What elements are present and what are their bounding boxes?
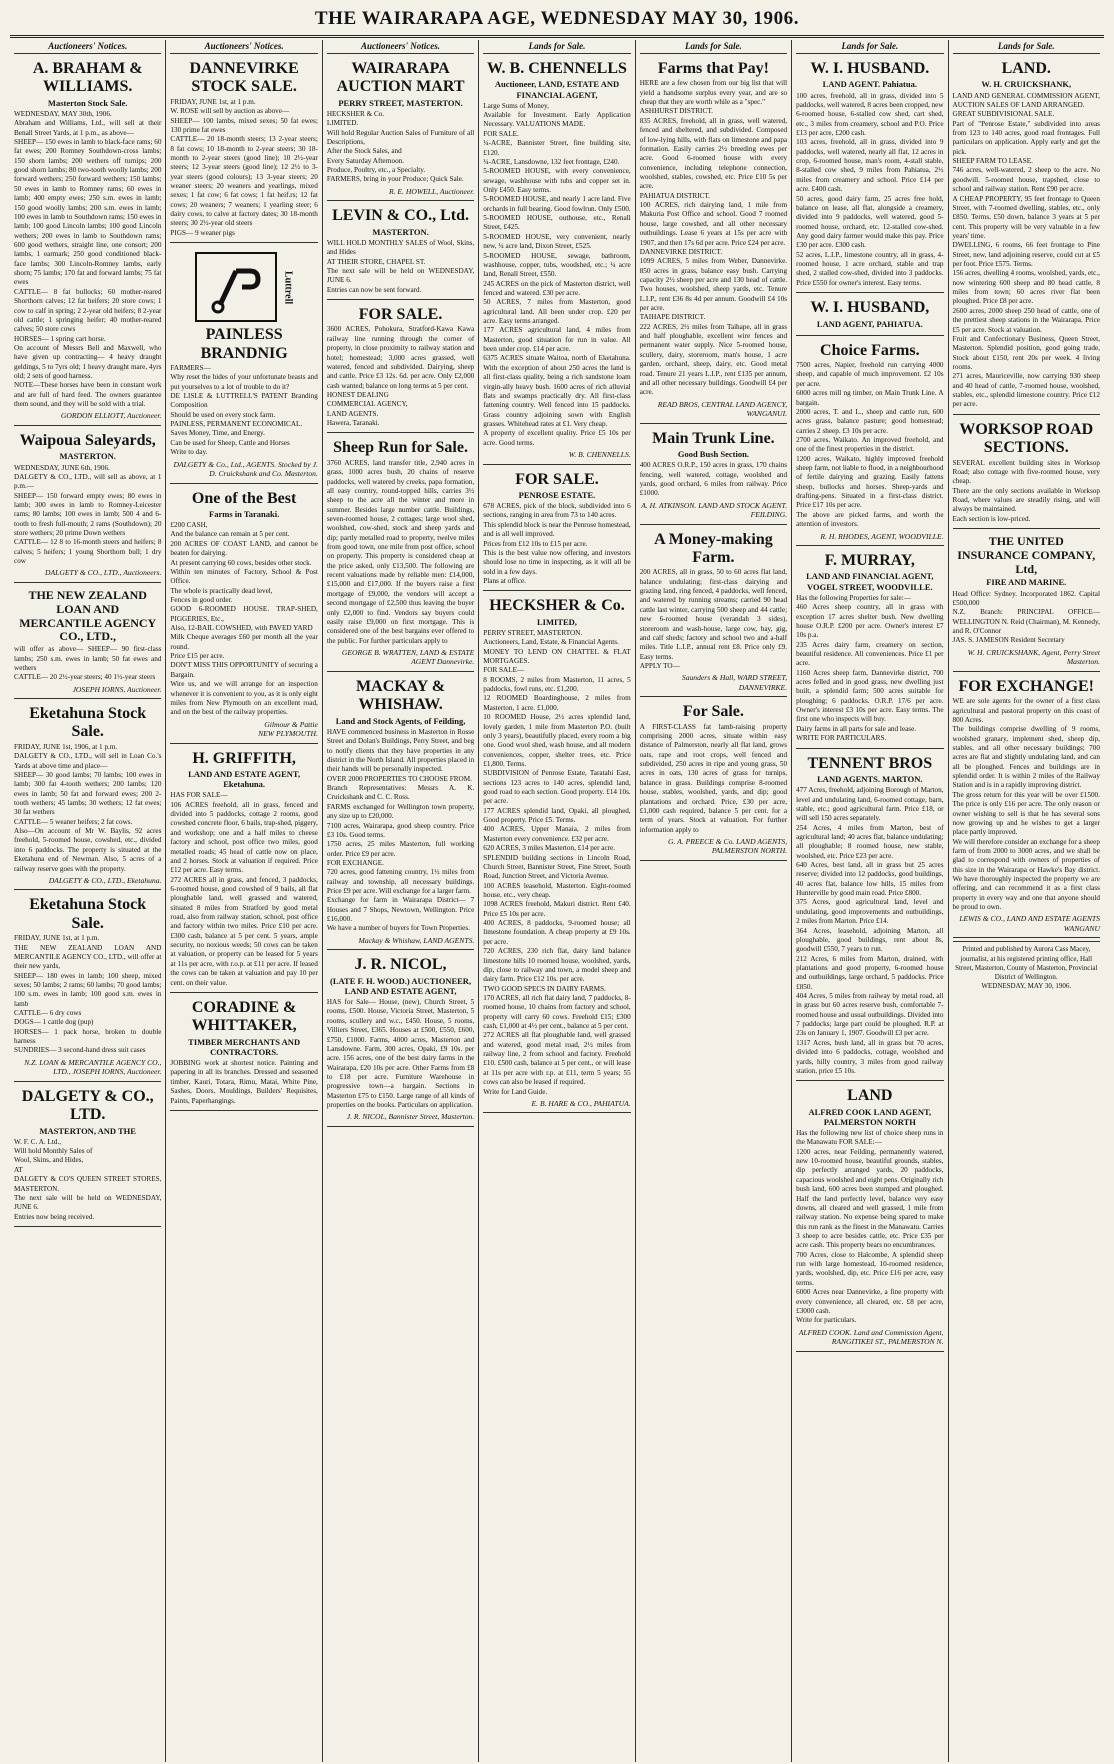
- branding-iron-graphic: [206, 259, 266, 315]
- ad-heading: LEVIN & CO., Ltd.: [332, 207, 469, 225]
- ad-subheading: Auctioneer, LAND, ESTATE AND FINANCIAL AGENT,: [494, 79, 620, 100]
- advertisement-block: [640, 57, 787, 424]
- advertisement-block: [640, 427, 787, 525]
- ad-body-text: HERE are a few chosen from our big list that will yield a handsome surplus every year, and are so cheap that they are worth while as a "spec." ASHHURST DISTRICT. 835 ACRES, freehold, all in grass, well watered, fenced and sheltered, and subdivided. Composed of low-lying hills, with flats on limestone and papa formation. Easily carries 2½ breeding ewes per acre. Good 6-roomed house with every convenience, including telephone connection, woolshed, stables, cowshed, etc. Price £10 5s per acre. PAHIATUA DISTRICT. 100 ACRES, rich dairying land, 1 mile from Makuria Post Office and school. Good 7 roomed house, large cowshed, and all other necessary outbuildings. Lease 6 years at 15s per acre with 1907, and then 17s 6d per acre. Price £24 per acre. DANNEVIRKE DISTRICT. 1099 ACRES, 5 miles from Weber, Dannevirke. 850 acres in grass, balance easy bush. Carrying capacity 2½ sheep per acre and 130 head of cattle. Two houses, woolshed, sheep yards, etc. Tenure L.I.P., rent £36 8s 4d per annum. Goodwill £4 10s per acre. TAIHAPE DISTRICT. 222 ACRES, 2½ miles from Taihape, all in grass and half ploughable, excellent wire fences and permanent water supply. Nice 5-roomed house, scullery, dairy, storeroom, man's house, 1 acre garden, orchard, sheep, dairy, etc. Good metal road. Tenure 21 years L.I.P., rent £135 per annum, and all other necessary buildings. Goodwill £4 per acre.: [639, 79, 788, 397]
- ad-signature: READ BROS, CENTRAL LAND AGENCY, WANGANUI.: [657, 399, 788, 419]
- advertisement-block: [170, 747, 317, 993]
- ad-subheading: LAND AND FINANCIAL AGENT, VOGEL STREET, WOODVILLE.: [806, 571, 934, 592]
- column-1: [10, 40, 166, 1762]
- ad-heading: WORKSOP ROAD SECTIONS.: [959, 420, 1094, 457]
- ad-body-text: 3600 ACRES, Pohokura, Stratford-Kawa Kawa railway line running through the corner of property, in close proximity to railway station and hotel; homestead; 3,000 acres grassed, well watered, fenced and subdivided. Dairying, sheep and cattle. Price £3 12s. 6d. per acre. Only £2,000 cash wanted; balance on long terms at 5 per cent. HONEST DEALING COMMERCIAL AGENCY, LAND AGENTS. Hawera, Taranaki.: [326, 325, 475, 428]
- ad-subheading: LAND AGENT. Pahiatua.: [822, 79, 917, 90]
- ad-body-text: Has the following Properties for sale:— 460 Acres sheep country, all in grass with exception 17 acres shelter bush. New dwelling house O.R.P. £200 per acre. Owner's interest £7 10s p.a. 235 Acres dairy farm, creamery on section, beautiful residence. All conveniences. Price £1 per acre. 1160 Acres sheep farm, Dannevirke district, 700 acres felled and in good grass, new dwelling just built, a splendid farm; 500 acres suitable for ploughing; 6 paddocks. O.R.P. 17/6 per acre. Owner's interest £3 10s per acre. Easy terms. The first one who inspects will buy. Dairy farms in all parts for sale and lease. WRITE FOR PARTICULARS.: [796, 593, 944, 743]
- ad-signature: DALGETY & CO., LTD., Eketahuna.: [48, 875, 162, 885]
- ad-body-text: 3760 ACRES, land transfer title, 2,940 acres in grass, 1000 acres bush, 20 chains of reserve paddocks, well watered by creeks, papa formation, all easy country, round-topped hills, carries 3½ sheep to the acre all the winter and more in summer. Besides large number cattle. Buildings, seven-roomed house, 2 cottages; large wool shed, woolshed, cow-shed, stock and sheep yards and dip; partly metalled road to property, twelve miles from good town, one mile from post office, school on property. This property is considered cheap at the price asked, only £13,500. The following are recent valuations made by reliable men: £14,000, £15,000 and £17,000. If the buyers raise a first mortgage of £9,000, the vendors will accept a second mortgage of £2,500 thus leaving the buyer only £2,000 to find. Vendors say buyers could easily raise £9,000 on first mortgage. This is considered one of the best bargains ever offered to the public. For further particulars apply to: [326, 458, 475, 645]
- ad-subheading: PERRY STREET, MASTERTON.: [338, 97, 463, 108]
- ad-signature: N.Z. LOAN & MERCANTILE AGENCY CO., LTD., JOSEPH IORNS, Auctioneer.: [24, 1057, 162, 1077]
- advertisement-block: [796, 752, 943, 1082]
- advertisement-block: [796, 296, 943, 336]
- ad-subheading: LIMITED,: [537, 616, 577, 627]
- advertisement-block: [327, 675, 474, 950]
- ad-body-text: SEVERAL excellent building sites in Worksop Road; also cottage with five-roomed house, very cheap. There are the only sections available in Worksop Road, where values are steadily rising, and will always be maintained. Each section is low-priced.: [952, 458, 1100, 523]
- ad-body-text: FRIDAY, JUNE 1st, at 1 p.m. W. ROSE will sell by auction as above— SHEEP— 100 lambs, mixed sexes; 50 fat ewes; 130 prime fat ewes CATTLE— 20 18-month steers; 13 2-year steers; 8 fat cows; 10 18-month to 2-year steers; 30 18-month to 2-year steers (good line); 10 2½-year steers; 12 3-year steers (good line); 12 2½ to 3-year steers (good colours); 13 3-year steers; 20 weaner steers; 20 weaners and yearlings, mixed sexes; 1 fat cow; 6 fat cows; 1 fat heif.rs; 12 fat cows; 20 weaners; 7 weaners; 1 yearling steer; 6 dairy cows, to calve at factory dates; 30 18-month steers; 30 2½-year old steers PIGS— 9 weaner pigs: [170, 97, 318, 237]
- advertisement-block: [170, 996, 317, 1111]
- ad-heading: Main Trunk Line.: [652, 429, 775, 447]
- ad-heading: A. BRAHAM & WILLIAMS.: [32, 60, 143, 96]
- ad-heading: Choice Farms.: [820, 341, 920, 359]
- ad-body-text: HAS FOR SALE— 106 ACRES freehold, all in grass, fenced and divided into 5 paddocks, cottage 2 rooms, good cowshed concrete floor, 6 bails, trap-shed, piggery, and workshop; one and a half miles to cheese factory and school, post office two miles, good metalled roads; 45 head of cattle now on place, and 2 horses. Stock at valuation if required. Price £12 per acre. Easy terms. 272 ACRES all in grass, and fenced, 3 paddocks, 6-roomed house, good cowshed of 9 bails, all flat ploughable land, well grassed and watered, situated 8 miles from Stratford by good metal road, also from railway station, school, post office and factory within two miles. Price £10 per acre. £300 cash, balance at 5 per cent. 5 years, ample security, no noxious weeds; 50 cows can be taken at valuation, or property can be leased for 5 years at 11s per acre, with r.o.p. at £11 per acre. If leased the cows can be taken at valuation and pay 10 per cent. on their value.: [170, 791, 318, 987]
- ad-subheading: Land and Stock Agents, of Feilding,: [335, 715, 466, 726]
- ad-subheading: ALFRED COOK LAND AGENT, PALMERSTON NORTH: [808, 1106, 932, 1127]
- advertisement-block: [327, 57, 474, 201]
- ad-subheading: PENROSE ESTATE.: [518, 489, 596, 500]
- ad-body-text: WILL HOLD MONTHLY SALES of Wool, Skins, and Hides AT THEIR STORE, CHAPEL ST. The next sale will be held on WEDNESDAY, JUNE 6. Entries can now be sent forward.: [326, 238, 475, 294]
- ad-signature: Mackay & Whishaw, LAND AGENTS.: [358, 935, 475, 945]
- ad-heading: THE UNITED INSURANCE COMPANY, Ltd,: [957, 534, 1096, 576]
- ad-heading: FOR EXCHANGE!: [958, 677, 1095, 695]
- ad-body-text: LAND AND GENERAL COMMISSION AGENT, AUCTION SALES OF LAND ARRANGED. GREAT SUBDIVISIONAL SALE. Part of "Penrose Estate," subdivided into areas from 123 to 140 acres, good road frontages. Full particulars on application. Apply early and get the pick. SHEEP FARM TO LEASE. 746 acres, well-watered, 2 sheep to the acre. No goodwill. 5-roomed house, trapshed, close to school and railway station. Rent £90 per acre. A CHEAP PROPERTY, 95 feet frontage to Queen Street, with 7-roomed dwelling, stables, etc., only £850. Terms, £50 down, balance 3 years at 5 per cent. This property will be very valuable in a few years' time. DWELLING, 6 rooms, 66 feet frontage to Pine Street, new, land adjoining reserve, could cut at £5 per foot. Price £575. Terms. 156 acres, dwelling 4 rooms, woolshed, yards, etc., now wintering 600 sheep and 80 head cattle, 8 miles from town; 60 acres river flat been ploughed. Price £8 per acre. 2600 acres, 2000 sheep 250 head of cattle, one of the prettiest sheep stations in the Wairarapa. Price £5 per acre. Stock at valuation. Fruit and Confectionary Business, Queen Street, Masterton. Splendid position, good going trade, Stock about £150, rent 20s per week. 4 living rooms. 271 acres, Mauriceville, now carrying 930 sheep and 40 head of cattle, 7-roomed house, woolshed, stables, etc., splendid limestone country. Price £12 per acre.: [952, 91, 1100, 409]
- ad-signature: G. A. PREECE & Co. LAND AGENTS, PALMERSTON NORTH.: [667, 836, 788, 856]
- ad-heading: W. I. HUSBAND,: [810, 299, 930, 317]
- ad-subheading: LAND AGENT, PAHIATUA.: [816, 318, 923, 329]
- ad-heading: W. B. CHENNELLS: [487, 60, 627, 77]
- ad-heading: Farms that Pay!: [657, 60, 769, 77]
- advertisement-block: [953, 418, 1100, 529]
- ad-heading: One of the Best: [191, 489, 297, 507]
- ad-subheading: MASTERTON.: [372, 226, 429, 237]
- ad-heading: FOR SALE.: [515, 470, 599, 488]
- advertisement-block: [953, 675, 1100, 939]
- ad-subheading: LAND AGENTS. MARTON.: [817, 773, 923, 784]
- ad-body-text: A FIRST-CLASS fat lamb-raising property comprising 2000 acres, situate within easy distance of Palmerston, nearly all flat land, grows oats, rape and root crops, well fenced and subdivided, 250 acres in ripe and young grass, 50 acres in oats, 130 acres of grass for turnips, balance in grass. Buildings comprise 8-roomed house, stables, woolshed, yards, and dip; good plantations and orchard. Price, £30 per acre, £1,000 cash required, balance 5 per cent. for a term of years. Stock at valuation. For further information apply to: [639, 722, 788, 834]
- printer-imprint: Printed and published by Aurora Cass Macey, journalist, at his registered printing office, Hall Street, Masterton, County of Masterton, Provincial District of Wellington. WEDNESDAY, MAY 30, 1906.: [953, 941, 1100, 990]
- ad-signature: A. H. ATKINSON. LAND AND STOCK AGENT. FEILDING.: [641, 500, 788, 520]
- ad-body-text: 400 ACRES O.R.P., 150 acres in grass, 170 chains fencing, well watered, cottage, woolshed and yards, good orchard, 6 miles from railway. Price £1000.: [639, 461, 788, 498]
- ad-signature: DALGETY & Co., Ltd., AGENTS. Stocked by J. D. Cruickshank and Co. Masterton.: [173, 459, 318, 479]
- advertisement-block: [170, 57, 317, 243]
- ad-heading: CORADINE & WHITTAKER,: [191, 998, 297, 1035]
- column-2: [166, 40, 322, 1762]
- ad-body-text: Large Sums of Money, Available for Investment. Early Application Necessary. VALUATIONS MADE. FOR SALE. ¼-ACRE, Bannister Street, fine building site, £120. ¼-ACRE, Lansdowne, 132 feet frontage, £240. 5-ROOMED HOUSE, with every convenience, sewage, washhouse with tubs and copper set in. Only £450. Easy terms. 5-ROOMED HOUSE, and nearly 1 acre land. Five orchards in full bearing. Good fowlrun. Only £500. 5-ROOMED HOUSE, outhouse, etc., Renall Street, £425. 5-ROOMED HOUSE, very convenient, nearly new, ¼ acre land, Dixon Street, £525. 5-ROOMED HOUSE, sewage, bathroom, washhouse, copper, tubs, woodshed, etc.; ¼ acre land, Renall Street, £550. 245 ACRES on the pick of Masterton district, well fenced and watered. £30 per acre. 50 ACRES, 7 miles from Masterton, good agricultural land. All been under crop. £20 per acre. Easy terms arranged. 177 ACRES agricultural land, 4 miles from Masterton, good situation for run in value. All been under crop. £14 per acre. 6375 ACRES situate Waitoa, north of Eketahuna. With the exception of about 250 acres the land is all first-class quality, being a rich sandstone loam virgin-ally heavy bush. 1600 acres of rich alluvial flats and swamps practically dry. All first-class fattening country. Well fenced into 15 paddocks. Grass country adjoining sown with English grasses. Whitehead rates at £1. Very cheap. A property of excellent quality. Price £5 10s per acre. Good terms.: [483, 101, 631, 447]
- ad-signature: LEWIS & CO., LAND AND ESTATE AGENTS WANGANU: [959, 914, 1100, 933]
- advertisement-block: [796, 549, 943, 749]
- ad-heading: F. MURRAY,: [824, 552, 915, 570]
- ad-subheading: LAND AND ESTATE AGENT, Eketahuna.: [188, 769, 301, 790]
- ad-heading: WAIRARAPA AUCTION MART: [336, 60, 465, 96]
- ad-body-text: FRIDAY, JUNE 1st, at 1 p.m. THE NEW ZEALAND LOAN AND MERCANTILE AGENCY CO., LTD., will offer at their new yards, SHEEP— 180 ewes in lamb; 100 sheep, mixed sexes; 50 lambs; 2 rams; 60 lambs; 70 good lambs; 100 s.m. ewes in lamb; 100 good s.m. ewes in lamb CATTLE— 6 dry cows DOGS— 1 cattle dog (pup) HORSES— 1 pack horse, broken to double harness SUNDRIES— 3 second-hand dress suit cases: [14, 934, 162, 1055]
- ad-heading: THE NEW ZEALAND LOAN AND MERCANTILE AGENCY CO., LTD.,: [19, 587, 157, 644]
- ad-signature: DALGETY & CO., LTD., Auctioneers.: [45, 568, 162, 578]
- ad-heading: Eketahuna Stock Sale.: [29, 705, 147, 741]
- ad-subheading: Masterton Stock Sale.: [47, 97, 128, 108]
- column-header: Lands for Sale.: [483, 40, 630, 54]
- advertisement-block: [327, 303, 474, 433]
- ad-body-text: HAS for Sale— House, (new), Church Street, 5 rooms, £500. House, Victoria Street, Masterton, 5 rooms, scullery and w.c., £450. House, 5 rooms, Villiers Street, £365. Houses at £500, £550, £600, £750, £1000. Farms, 4000 acres, Masterton and Lansdowne. Farm, 300 acres, Opaki, £9 10s. per acre. 156 acres, one of the best dairy farms in the Wairarapa, £20 10s per acre. Other Farms from £8 to £18 per acre. Furniture Warehouse in progressive town—a bargain. Sections in Masterton £75 to £150. Large range of all kinds of properties on the books. Particulars on application.: [326, 998, 475, 1110]
- ad-heading: HECKSHER & Co.: [489, 597, 625, 615]
- advertisement-block: [14, 702, 161, 890]
- advertisement-block: [796, 57, 943, 293]
- ad-heading: Waipoua Saleyards,: [19, 431, 156, 449]
- column-header: Auctioneers' Notices.: [14, 40, 161, 54]
- ad-signature: JOSEPH IORNS, Auctioneer.: [72, 684, 162, 694]
- branding-iron-icon: [195, 252, 277, 322]
- brand-name-vertical: Luttrell: [282, 270, 294, 304]
- ad-signature: W. B. CHENNELLS.: [568, 450, 631, 460]
- advertisement-block: [14, 1085, 161, 1227]
- ad-heading: For Sale.: [682, 703, 744, 721]
- ad-heading: W. I. HUSBAND.: [810, 60, 930, 77]
- masthead-title: THE WAIRARAPA AGE, WEDNESDAY MAY 30, 1906.: [10, 6, 1104, 38]
- ad-heading: LAND.: [1001, 60, 1051, 77]
- ad-heading: MACKAY & WHISHAW.: [356, 677, 446, 714]
- column-header: Lands for Sale.: [796, 40, 943, 54]
- ad-subheading: FIRE AND MARINE.: [986, 577, 1067, 588]
- column-header: Auctioneers' Notices.: [327, 40, 474, 54]
- columns-container: [10, 40, 1104, 1762]
- column-3: [323, 40, 479, 1762]
- ad-heading: LAND: [847, 1087, 893, 1105]
- advertisement-block: [483, 468, 630, 592]
- advertisement-block: [640, 700, 787, 861]
- ad-signature: GEORGE B. WRATTEN, LAND & ESTATE AGENT Dannevirke.: [341, 647, 475, 667]
- advertisement-block: [14, 586, 161, 699]
- advertisement-block: [796, 1084, 943, 1351]
- ad-subheading: Good Bush Section.: [677, 448, 749, 459]
- ad-signature: Gilmour & Pattie NEW PLYMOUTH.: [258, 719, 318, 739]
- ad-subheading: MASTERTON, AND THE: [39, 1125, 136, 1136]
- ad-heading: Eketahuna Stock Sale.: [29, 896, 147, 932]
- ad-heading: J. R. NICOL,: [354, 956, 447, 974]
- ad-heading: PAINLESS BRANDNIG: [200, 326, 288, 362]
- ad-heading: Sheep Run for Sale.: [333, 439, 468, 457]
- ad-body-text: will offer as above— SHEEP— 90 first-class lambs; 250 s.m. ewes in lamb; 50 fat ewes and wethers CATTLE— 20 2½-year steers; 40 1½-year steers: [14, 645, 162, 682]
- advertisement-block: [14, 893, 161, 1081]
- ad-body-text: £200 CASH, And the balance can remain at 5 per cent. 200 ACRES OF COAST LAND, and cannot be beaten for dairying. At present carrying 60 cows, besides other stock. Within ten minutes of Factory, School & Post Office. The whole is practically dead level, Fences in good order. GOOD 6-ROOMED HOUSE. TRAP-SHED, PIGGERIES, Etc., Also, 12-BAIL COWSHED, with PAVED YARD Milk Cheque averages £60 per month all the year round. Price £15 per acre. DON'T MISS THIS OPPORTUNITY of securing a Bargain. Wire us, and we will arrange for an inspection whenever it is convenient to you, as it is only eight miles from New Plymouth on an excellent road, and on the best of the railway properties.: [170, 521, 318, 717]
- ad-body-text: FRIDAY, JUNE 1st, 1906, at 1 p.m. DALGETY & CO., LTD., will sell in Loan Co.'s Yards at above time and place— SHEEP— 30 good lambs; 70 lambs; 100 ewes in lamb; 300 fat 4-tooth wethers; 200 lambs; 120 ewes in lamb; 50 fat and forward ewes; 200 2-tooth wethers; 45 lambs; 30 wethers; 12 fat ewes; 30 fat wethers CATTLE— 5 weaner heifers; 2 fat cows. Also—On account of Mr W. Baylis, 92 acres freehold, 5-roomed house, cowshed, etc., divided into 6 paddocks. The property is situated at the Eketahuna end of Newman. Also, 5 acres of a railway reserve goes with the property.: [14, 742, 162, 873]
- column-6: [792, 40, 948, 1762]
- advertisement-block: [483, 57, 630, 465]
- branding-iron-illustration: [170, 252, 317, 322]
- advertisement-block: [796, 339, 943, 546]
- ad-body-text: WE are sole agents for the owner of a first class agricultural and pastoral property on this coast of 800 Acres. The buildings comprise dwelling of 9 rooms, woolshed granary, implement shed, sheep dip, stables, and all other necessary buildings; 700 acres are flat and slightly undulating land, and can all be ploughed. Fences and buildings are in splendid order. It is within 2 miles of the Railway Station and is in a rapidly improving district. The gross return for this year will be over £1500. The price is only £16 per acre. The only reason or owner wishing to sell is that he has several sons now growing up and he wishes to get a larger place partly improved. We will therefore consider an exchange for a sheep farm of from 2000 to 3000 acres, and we shall be glad to correspond with owners of properties of this size in the Wairarapa or Hawke's Bay district. We have thoroughly inspected the property we are offering, and can recommend it as a first class property in every way and one that anyone should be proud to own.: [952, 697, 1100, 912]
- ad-body-text: HECKSHER & Co. LIMITED. Will hold Regular Auction Sales of Furniture of all Descriptions, After the Stock Sales, and Every Saturday Afternoon. Produce, Poultry, etc., a Specialty. FARMERS, bring in your Produce; Quick Sale.: [326, 109, 475, 184]
- ad-subheading: (LATE F. H. WOOD.) AUCTIONEER, LAND AND ESTATE AGENT,: [330, 975, 472, 996]
- ad-body-text: WEDNESDAY, MAY 30th, 1906. Abraham and Williams, Ltd., will sell at their Benall Street Yards, at 1 p.m., as above— SHEEP— 150 ewes in lamb to black-face rams; 60 fat ewes; 200 Romney Southdown-cross lambs; 150 shorn lambs; 200 wethers off turnips; 200 good shorn lambs; 80 two-tooth woolly lambs; 200 forward wethers; 250 forward wethers; 150 lambs; 50 ewes in lamb to Romney rams; 60 ewes in lamb; 400 empty ewes; 250 s.m. ewes in lamb; 150 good woolly lambs; 200 s.m. ewes in lamb; 100 ewes in lamb to Southdown rams; 150 ewes in lamb; 100 good Lincoln lambs; 100 good Lincoln wethers; 200 ewes in lamb to Southdown rams; 600 good wethers, straight line, one consort; 200 lambs, 1 earmark; 250 good conditioned black-face lambs; 300 Lincoln-Romney lambs, early shorn; 75 lambs; 170 fat and forward lambs; 75 fat ewes CATTLE— 8 fat bullocks; 60 mother-reared Shorthorn calves; 12 fat heifers; 20 store cows; 1 cow to calf in spring; 2 2-year old heifers; 8 2-year old cattle; 1 springing heifer; 40 mother-reared calves; 50 store cows HORSES— 1 spring cart horse. On account of Messrs Bell and Maxwell, who have given up contracting— 4 heavy draught geldings, 5 to 7yrs old; 1 heavy draught mare, 4yrs old; 2 sets of good harness. NOTE—These horses have been in constant work and are full of hard feed. The owners guarantee them sound, and they will be sold with a trial.: [14, 109, 162, 409]
- ad-signature: ALFRED COOK. Land and Commission Agent, RANGITIKEI ST., PALMERSTON N.: [798, 1327, 944, 1347]
- ad-body-text: W. F. C. A. Ltd., Will hold Monthly Sales of Wool, Skins, and Hides, AT DALGETY & CO'S QUEEN STREET STORES, MASTERTON. The next sale will be held on WEDNESDAY, JUNE 6. Entries now being received.: [14, 1137, 162, 1221]
- advertisement-block: [953, 532, 1100, 672]
- ad-subheading: TIMBER MERCHANTS AND CONTRACTORS.: [188, 1036, 301, 1057]
- advertisement-block: [327, 204, 474, 300]
- ad-signature: R. E. HOWELL, Auctioneer.: [388, 186, 475, 196]
- ad-body-text: 7500 acres, Napier, freehold run carrying 4000 sheep, and capable of much improvement. £2 10s per acre. 6000 acres mill ng timber, on Main Trunk Line. A bargain. 2000 acres, T. and L., sheep and cattle run, 600 acres grass, balance pasture; good homestead; carries 2 sheep. £3 10s per acre. 2700 acres, Waikato. An improved freehold, and one of the finest properties in the district. 1200 acres, Waikato, highly improved freehold sheep farm, not liable to flood, in a neighbourhood of fertile dairying and grazing. Easily fattens sheep, bullocks and horses. Sheep-yards and drafting-pens. Situated in a first-class district. Price £17 10s per acre. The above are picked farms, and worth the attention of investors.: [796, 361, 944, 529]
- advertisement-block: [170, 487, 317, 744]
- advertisement-block: [327, 953, 474, 1127]
- column-5: [636, 40, 792, 1762]
- ad-body-text: PERRY STREET, MASTERTON. Auctioneers, Land, Estate, & Financial Agents. MONEY TO LEND ON CHATTEL & FLAT MORTGAGES. FOR SALE— 8 ROOMS, 2 miles from Masterton, 11 acres, 5 paddocks, fowl runs, etc. £1,200. 12 ROOMED Boardinghouse, 2 miles from Masterton, 1 acre. £1,000. 10 ROOMED House, 2½ acres splendid land, lovely garden, 1 mile from Masterton P.O. (built only 3 years), beautifully placed, every room a big one. Good wool shed, wash house, and all modern conveniences, copper, shelter trees, etc. Price £1,800. Terms. SUBDIVISION of Penrose Estate, Taratahi East, sections 123 acres to 140 acres, splendid land, good road to each section. Good property. £14 10s. per acre. 177 ACRES splendid land, Opaki, all ploughed, Good property. Price £5. Terms. 400 ACRES, Upper Manaia, 2 miles from Masterton every convenience. £32 per acre. 620 ACRES, 3 miles Masterton, £14 per acre. SPLENDID building sections in Lincoln Road, Church Street, Bannister Street, Fine Street, South Road, Junction Street, and Victoria Avenue. 100 ACRES leasehold, Masterton. Eight-roomed house, etc., very cheap. 1098 ACRES freehold, Makuri district. Rent £40. Price £5 10s per acre. 400 ACRES, 8 paddocks, 9-roomed house; all limestone foundation. A cheap property at £9 10s. per acre. 720 ACRES, 230 rich flat, dairy land balance limestone hills 10 roomed house, woolshed, yards, dip, close to railway and town, a model sheep and dairy farm. Price £12 10s. per acre. TWO GOOD SPECS IN DAIRY FARMS. 170 ACRES, all rich flat dairy land, 7 paddocks, 8-roomed house, 10 chains from factory and school, property will carry 60 cows. Freehold £15; £300 cash, £1,000 at 4½ per cent., balance at 5 per cent. 272 ACRES all flat ploughable land, well grassed and watered, good metal road, 2½ miles from railway line, 2 from school and factory. Freehold £10. £500 cash, balance at 5 per cent., or will lease at 11s per acre with r.p. at £11, term 5 years; 55 cows can also be leased if required. Write for Land Guide.: [483, 628, 631, 1096]
- ad-subheading: Farms in Taranaki.: [209, 508, 280, 519]
- advertisement-block: [14, 429, 161, 583]
- ad-signature: Saunders & Hall, WARD STREET, DANNEVIRKE.: [681, 673, 788, 692]
- advertisement-block: [953, 57, 1100, 415]
- ad-signature: J. R. NICOL, Bannister Street, Masterton.: [346, 1112, 475, 1122]
- ad-heading: TENNENT BROS: [807, 754, 933, 772]
- column-header: Auctioneers' Notices.: [170, 40, 317, 54]
- ad-body-text: 200 ACRES, all in grass, 50 to 60 acres flat land, balance undulating; first-class dairying and grazing land, ring fenced, 4 paddocks, well fenced, and watered by running streams; carried 90 head cattle last winter, carrying 500 sheep and 44 cattle; new 6-roomed house (verandah 3 sides), storeroom and wash-house, large cow, bay, gig, and calf sheds; factory and school two and a-half miles. Title L.I.P., annual rent £8. Price only £9. Easy terms. APPLY TO—: [639, 568, 788, 670]
- column-header: Lands for Sale.: [953, 40, 1100, 54]
- ad-heading: DALGETY & CO., LTD.: [21, 1087, 154, 1124]
- ad-heading: DANNEVIRKE STOCK SALE.: [189, 60, 299, 96]
- advertisement-block: [14, 57, 161, 426]
- ad-body-text: HAVE commenced business in Masterton in Rosse Street and Dolan's Buildings, Perry Street, and beg to notify clients that they have properties in any district in the North Island. All properties placed in their hands will be personally inspected. OVER 2000 PROPERTIES TO CHOOSE FROM. Branch Representatives: Messrs A. K. Cruickshank and C. C. Ross. FARMS exchanged for Wellington town property, any size up to £20,000. 7100 acres, Wairarapa, good sheep country. Price £3 10s. Good terms. 1750 acres, 25 miles Masterton, full working order. Price £9 per acre. FOR EXCHANGE. 720 acres, good fattening country, 1½ miles from railway and township, all necessary buildings. Price £9 per acre. Will exchange for a larger farm. Exchange for farm in Wairarapa District— 7 Houses and 7 Shops, Newtown, Wellington. Price £16,000. We have a number of buyers for Town Properties.: [326, 727, 475, 933]
- ad-subheading: MASTERTON.: [59, 451, 116, 462]
- ad-signature: E. B. HARE & CO., PAHIATUA.: [531, 1098, 631, 1108]
- ad-body-text: Head Office: Sydney. Incorporated 1862. Capital £500,000 N.Z. Branch: PRINCIPAL OFFICE—WELLINGTON N. Reid (Chairman), M. Kennedy, and R. O'Connor JAS. S. JAMESON Resident Secretary: [952, 589, 1100, 645]
- ad-signature: GORDON ELLIOTT, Auctioneer.: [60, 411, 162, 421]
- advertisement-block: [483, 594, 630, 1113]
- ad-body-text: Has the following new list of choice sheep runs in the Manawatu FOR SALE:— 1200 acres, near Feilding, permanently watered, new 10-roomed house, beautiful grounds, stables, dip perfectly arranged yards, 20 paddocks, capacious woolshed and eight pens. Originally rich bush land, 600 acres been stumped and ploughed. Half the land perfectly level, balance very easy downs, all cleared and well grassed, 1 mile from railway station. No expense being spared to make this run rank as the finest in the Manawatu. Carries 3 sheep to acre besides cattle, etc. Price £35 per acre cash. This property bears no encumbrances. 700 Acres, close to Halcombe, A splendid sheep run with large homestead, 10-roomed residence, yards, woolshed, dip, etc. Price £16 per acre, easy terms. 6000 Acres near Dannevirke, a fine property with every convenience, all cleared, etc. £8 per acre, £3000 cash. Write for particulars.: [796, 1129, 944, 1325]
- advertisement-block: [327, 436, 474, 672]
- ad-body-text: JOBBING work at shortest notice. Painting and papering in all its branches. Dressed and seasoned timber, Kauri, Totara, Rimu, Matai, White Pine, Sashes, Doors, Mouldings, Builders' Requisites, Paints, Paperhangings.: [170, 1059, 318, 1105]
- ad-body-text: WEDNESDAY, JUNE 6th, 1906. DALGETY & CO., LTD., will sell as above, at 1 p.m.— SHEEP— 150 forward empty ewes; 80 ewes in lamb; 300 ewes in lamb to Romney-Leicester rams; 80 lambs; 100 ewes in lamb; 500 4 and 6-tooth to fresh full-mouth; 2 rams (Southdown); 20 store wethers; 20 prime Down wethers CATTLE— 12 8 to 16-month steers and heifers; 8 calves; 5 heifers; 1 young Shorthorn bull; 1 dry cow: [14, 463, 162, 566]
- ad-heading: FOR SALE.: [358, 306, 443, 324]
- ad-body-text: 477 Acres, freehold, adjoining Borough of Marton, level and undulating land, 6-roomed cottage, barn, stable, etc.; good agricultural farm. Price £18, or will sell 150 acres separately. 254 Acres, 4 miles from Marton, best of agricultural land; 40 acres flat, balance undulating; all ploughable; 8 roomed house, new stable, woolshed, etc. Price £23 per acre. 640 Acres, best land, all in grass but 25 acres reserve; divided into 12 paddocks, good buildings, 40 acres flat, balance low hills, 15 miles from Hunterville by good main road. Price £800. 375 Acres, good agricultural land, level and undulating, good improvements and outbuildings, 2 miles from Marton. Price £14. 364 Acres, leasehold, adjoining Marton, all ploughable, good buildings, rent about 8s, goodwill £550, 7 years to run. 212 Acres, 6 miles from Marton, drained, with plantations and good property, 6-roomed house and outbuildings, large orchard, 5 paddocks. Price £850. 404 Acres, 5 miles from railway by metal road, all in grass but 60 acres reserve bush, comfortable 7-roomed house and usual outbuildings. Divided into 7 paddocks; large part could be ploughed. R.P. at 23s on January 1, 1907. Goodwill £3 per acre. 1317 Acres, bush land, all in grass but 70 acres, divided into 6 paddocks, cottage, woolshed and yards, hilly country, 3 miles from good railway station, price £5 10s.: [796, 786, 944, 1075]
- advertisement-block: [170, 246, 317, 483]
- ad-subheading: W. H. CRUICKSHANK,: [981, 79, 1072, 90]
- column-7: [949, 40, 1104, 1762]
- advertisement-block: [640, 528, 787, 698]
- ad-signature: W. H. CRUICKSHANK, Agent, Perry Street Masterton.: [967, 647, 1100, 667]
- column-header: Lands for Sale.: [640, 40, 787, 54]
- ad-signature: R. H. RHODES, AGENT, WOODVILLE.: [820, 531, 944, 541]
- ad-body-text: 100 acres, freehold, all in grass, divided into 5 paddocks, well watered, 8 acres been cropped, new 6-roomed house, 6-stalled cow shed, cart shed, etc., 3 miles from creamery, school and P.O. Price £13 per acre, £200 cash. 103 acres, freehold, all in grass, divided into 9 paddocks, well watered, nearly all flat, 12 acres in crop, 6-roomed house, man's room, 4-stall stable, 8-stalled cow shed, 9 miles from Pahiatua, 2½ miles from creamery and school. Price £14 per acre. £400 cash. 50 acres, good dairy farm, 25 acres free hold, balance on lease, all flat, alongside a creamery, divided into 9 paddocks, well watered, good 5-roomed house, orchard, etc. 12-stalled cow-shed. Any good dairy farmer would make this pay. Price £30 per acre. £300 cash. 52 acres, L.I.P., limestone country, all in grass, 4-roomed house, 1 acre orchard, stable and trap shed, 2 stalled cow-shed, divided into 3 paddocks. Price £550 for owner's interest. Easy terms.: [796, 91, 944, 287]
- ad-body-text: 678 ACRES, pick of the block, subdivided into 6 sections, ranging in area from 73 to 140 acres. This splendid block is near the Penrose homestead, and is all well improved. Prices from £12 10s to £15 per acre. This is the best value now offering, and investors should lose no time in inspecting, as it will all be sold in a few days. Plans at office.: [483, 502, 631, 585]
- column-4: [479, 40, 635, 1762]
- ad-heading: H. GRIFFITH,: [192, 749, 296, 767]
- ad-heading: A Money-making Farm.: [654, 530, 773, 566]
- ad-body-text: FARMERS— Why reset the hides of your unfortunate beasts and put yourselves to a lot of trouble to do it? DE LISLE & LUTTRELL'S PATENT Branding Composition Should be used on every stock farm. PAINLESS, PERMANENT ECONOMICAL. Saves Money, Time, and Energy. Can be used for Sheep, Cattle and Horses Write to day.: [170, 363, 318, 457]
